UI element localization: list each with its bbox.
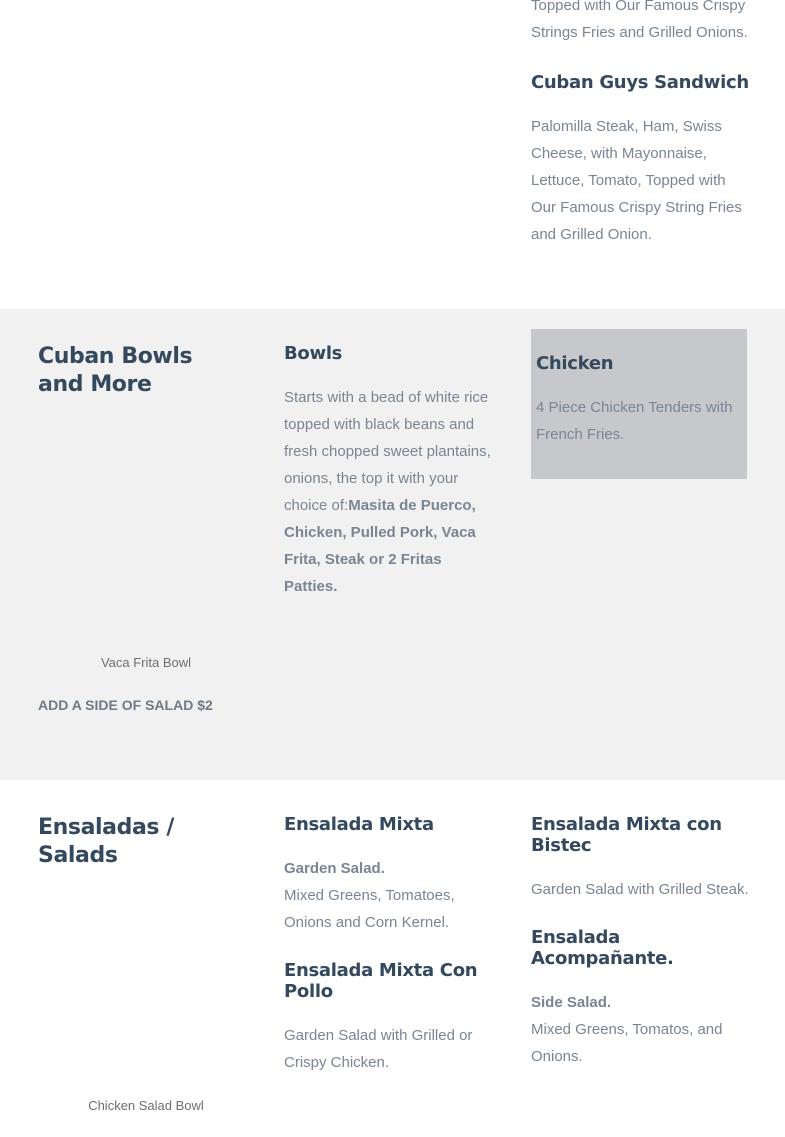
bowls-title: Bowls — [284, 343, 343, 364]
ensalada-mixta-pollo-description: Garden Salad with Grilled or Crispy Chicken. — [284, 1027, 473, 1071]
vaca-frita-bowl-caption: Vaca Frita Bowl — [100, 655, 192, 670]
chicken-title: Chicken — [536, 353, 614, 374]
ensalada-mixta-text: Mixed Greens, Tomatoes, Onions and Corn Kernel. — [284, 887, 455, 931]
chicken-menu-item-card — [531, 329, 747, 479]
ensalada-mixta-pollo-title: Ensalada Mixta Con Pollo — [284, 960, 478, 1002]
salads-section — [0, 780, 785, 1137]
ensalada-acompanante-text: Mixed Greens, Tomatos, and Onions. — [531, 1021, 723, 1065]
salads-middle-column — [284, 814, 499, 1076]
bowls-description — [284, 384, 496, 600]
bowls-menu-item — [284, 343, 496, 600]
chicken-description: 4 Piece Chicken Tenders with French Fries. — [536, 399, 733, 443]
add-side-salad-note: ADD A SIDE OF SALAD $2 — [38, 697, 213, 713]
ensalada-acompanante-title: Ensalada Acompañante. — [531, 927, 674, 969]
ensalada-mixta-subtitle: Garden Salad. — [284, 860, 385, 877]
bowls-description-text: Starts with a bead of white rice topped with black beans and fresh chopped sweet plantains, onions, the top it with your choice of: — [284, 389, 491, 514]
ensalada-acompanante-description — [531, 989, 731, 1070]
ensalada-mixta-bistec-description: Garden Salad with Grilled Steak. — [531, 881, 749, 898]
cuban-guys-sandwich-description: Palomilla Steak, Ham, Swiss Cheese, with Mayonnaise, Lettuce, Tomato, Topped with Our Famous Crispy String Fries and Grilled Onion. — [531, 118, 742, 243]
chicken-salad-bowl-caption: Chicken Salad Bowl — [88, 1098, 204, 1113]
cuban-guys-sandwich-title: Cuban Guys Sandwich — [531, 72, 749, 93]
ensalada-acompanante-subtitle: Side Salad. — [531, 994, 612, 1011]
ensalada-mixta-description — [284, 855, 484, 936]
salads-section-title: Ensaladas / Salads — [38, 815, 175, 868]
salads-right-column — [531, 814, 756, 1070]
cuban-bowls-section — [0, 309, 785, 780]
ensalada-mixta-title: Ensalada Mixta — [284, 814, 434, 835]
sandwich-column — [531, 0, 751, 248]
previous-item-description: Topped with Our Famous Crispy Strings Fries and Grilled Onions. — [531, 0, 748, 41]
bowls-protein-options: Masita de Puerco, Chicken, Pulled Pork, Vaca Frita, Steak or 2 Fritas Patties. — [284, 497, 476, 595]
cuban-bowls-section-title: Cuban Bowls and More — [38, 344, 193, 397]
ensalada-mixta-bistec-title: Ensalada Mixta con Bistec — [531, 814, 722, 856]
